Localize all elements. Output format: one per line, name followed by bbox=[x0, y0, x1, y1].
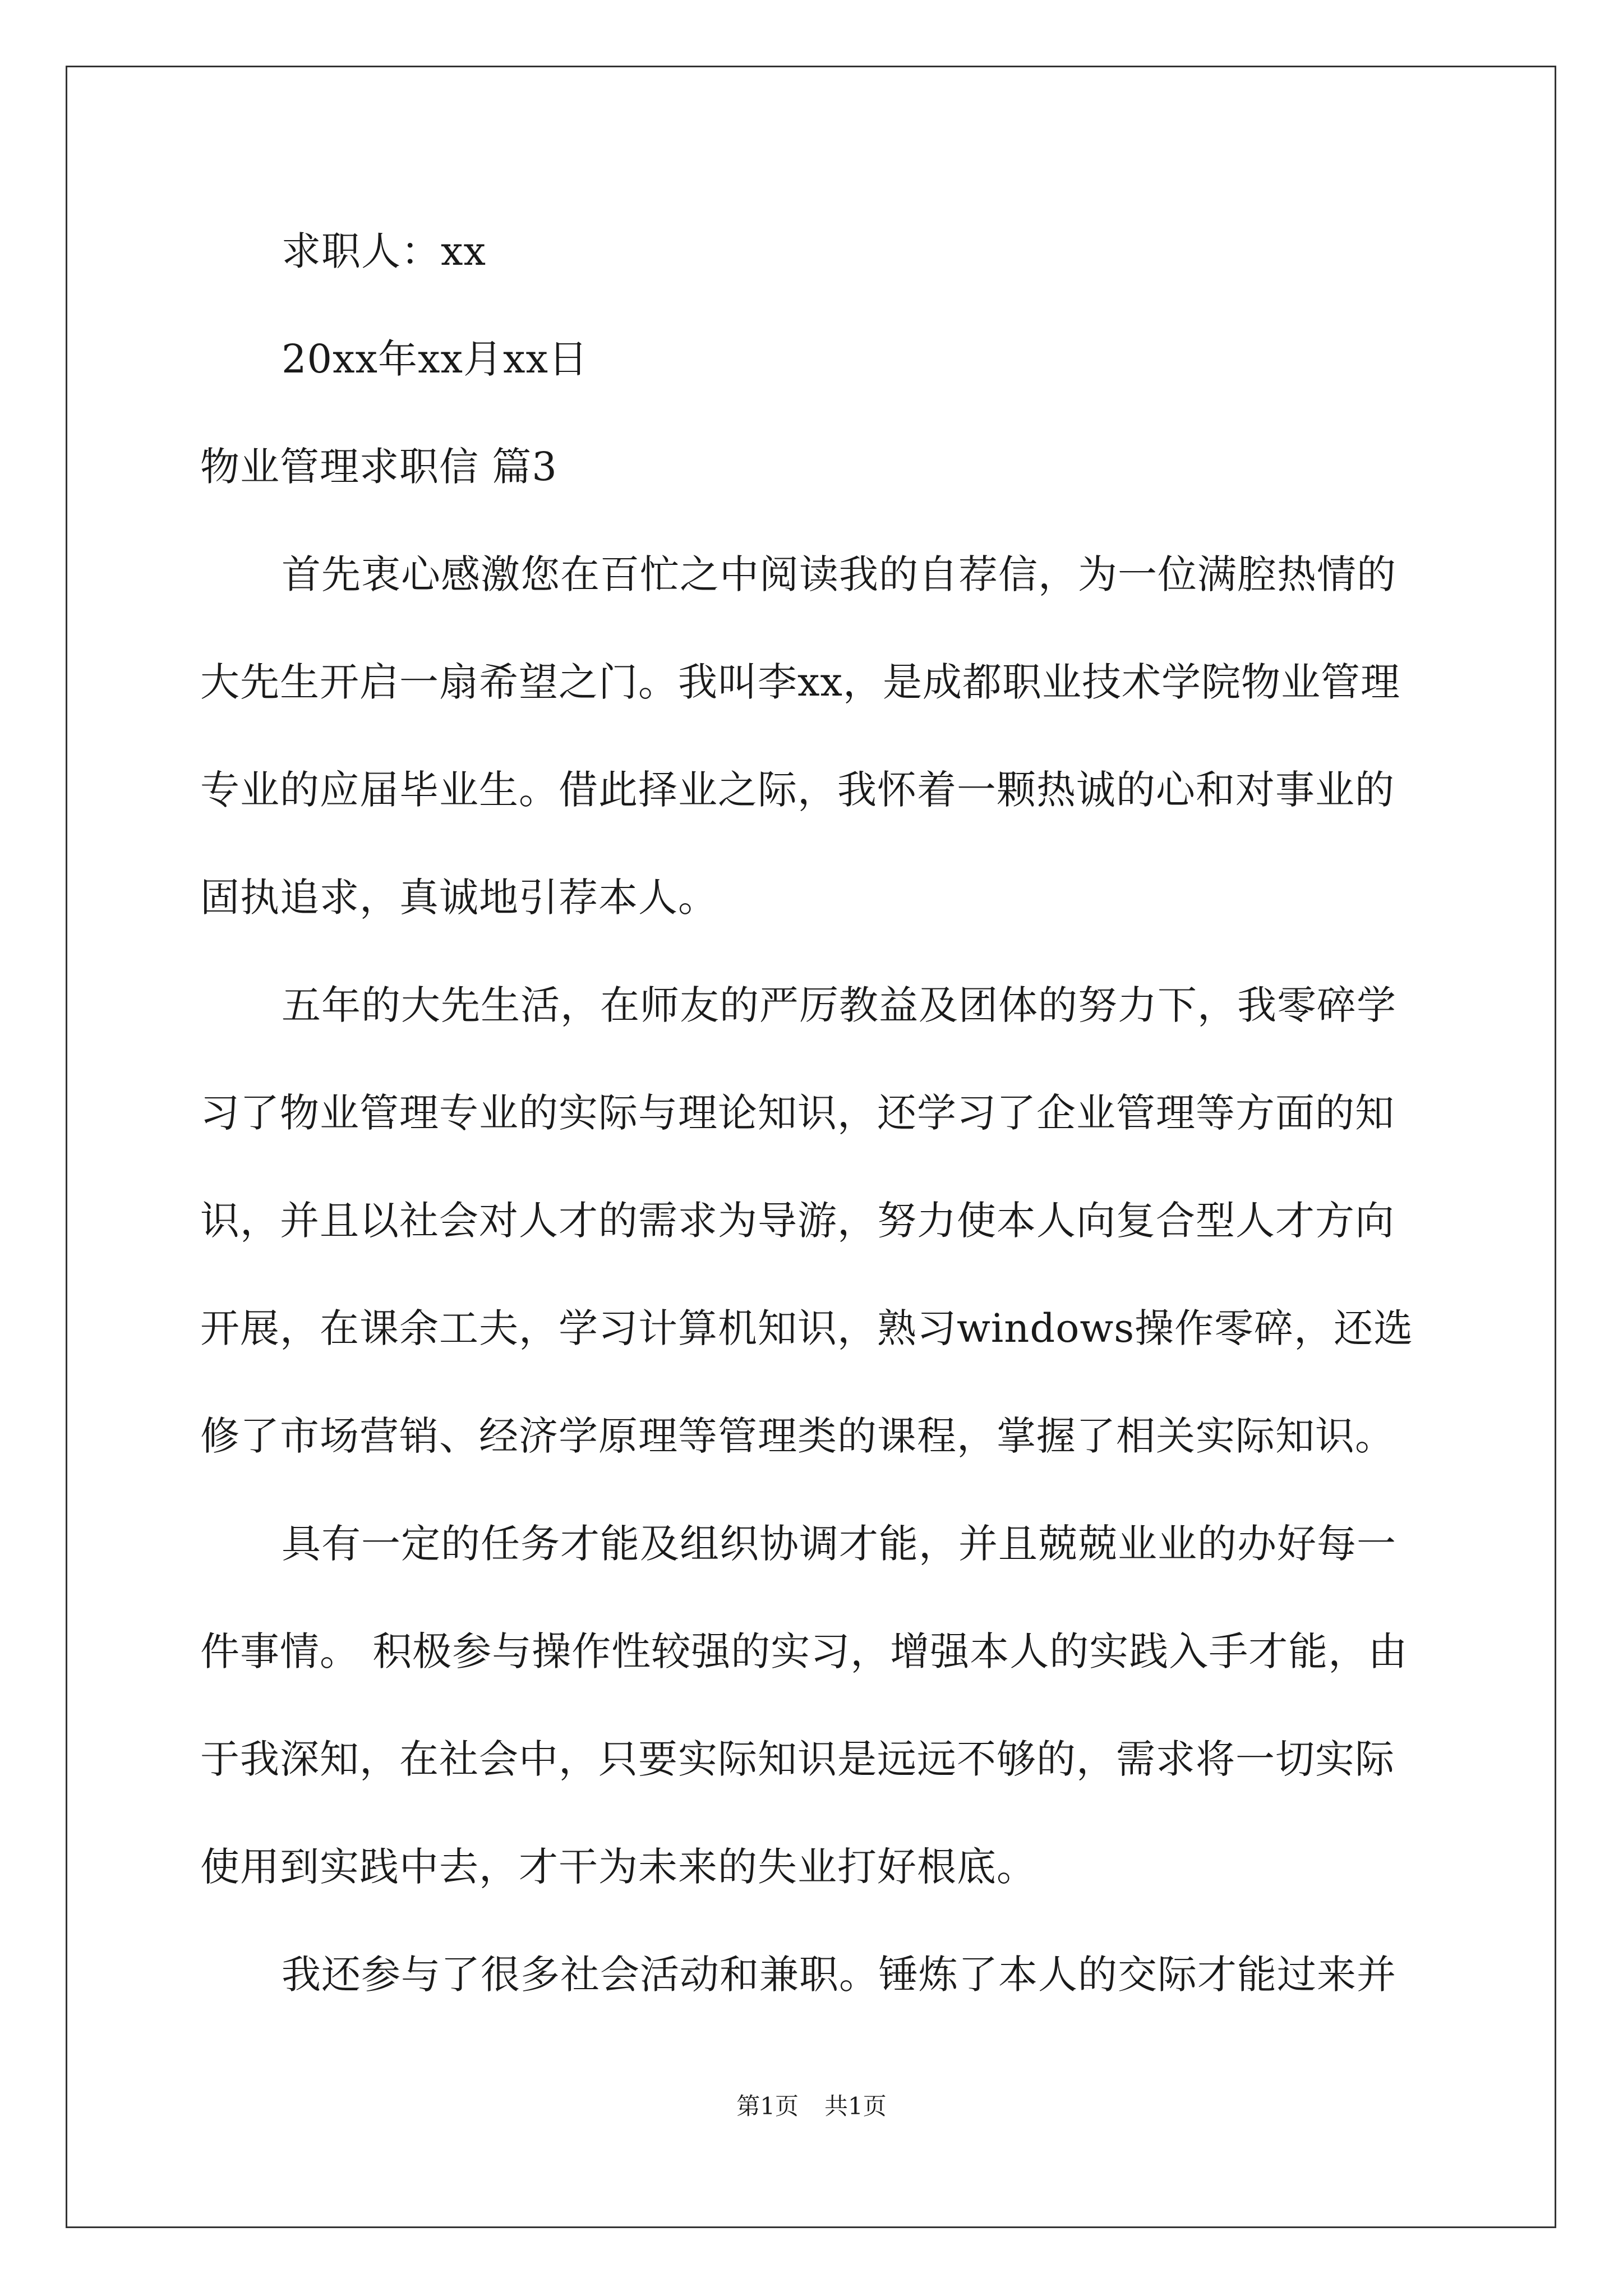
page-border bbox=[66, 66, 1556, 2228]
paragraph-1-line-2: 大先生开启一扇希望之门。我叫李xx，是成都职业技术学院物业管理 bbox=[200, 659, 1400, 705]
paragraph-4-line-1: 我还参与了很多社会活动和兼职。锤炼了本人的交际才能过来并 bbox=[282, 1952, 1396, 1998]
paragraph-3-line-2: 件事情。 积极参与操作性较强的实习，增强本人的实践入手才能，由 bbox=[200, 1628, 1408, 1674]
paragraph-1-line-3: 专业的应届毕业生。借此择业之际，我怀着一颗热诚的心和对事业的 bbox=[200, 767, 1395, 813]
date-line: 20xx年xx月xx日 bbox=[282, 336, 588, 382]
page-footer bbox=[0, 2090, 1623, 2123]
paragraph-2-line-1: 五年的大先生活，在师友的严厉教益及团体的努力下，我零碎学 bbox=[282, 982, 1396, 1028]
page-number-current: 第1页 bbox=[736, 2092, 799, 2120]
page-number-total: 共1页 bbox=[824, 2092, 887, 2120]
paragraph-3-line-3: 于我深知，在社会中，只要实际知识是远远不够的，需求将一切实际 bbox=[200, 1736, 1395, 1782]
paragraph-2-line-2: 习了物业管理专业的实际与理论知识，还学习了企业管理等方面的知 bbox=[200, 1090, 1395, 1136]
paragraph-3-line-1: 具有一定的任务才能及组织协调才能，并且兢兢业业的办好每一 bbox=[282, 1521, 1396, 1567]
paragraph-2-line-3: 识，并且以社会对人才的需求为导游，努力使本人向复合型人才方向 bbox=[200, 1198, 1395, 1244]
paragraph-1-line-4: 固执追求，真诚地引荐本人。 bbox=[200, 875, 718, 921]
applicant-line: 求职人：xx bbox=[282, 228, 486, 274]
paragraph-2-line-5: 修了市场营销、经济学原理等管理类的课程，掌握了相关实际知识。 bbox=[200, 1413, 1395, 1459]
paragraph-3-line-4: 使用到实践中去，才干为未来的失业打好根底。 bbox=[200, 1844, 1036, 1890]
section-heading: 物业管理求职信 篇3 bbox=[200, 444, 557, 490]
paragraph-2-line-4: 开展，在课余工夫，学习计算机知识，熟习windows操作零碎，还选 bbox=[200, 1305, 1414, 1351]
paragraph-1-line-1: 首先衷心感激您在百忙之中阅读我的自荐信，为一位满腔热情的 bbox=[282, 551, 1396, 597]
